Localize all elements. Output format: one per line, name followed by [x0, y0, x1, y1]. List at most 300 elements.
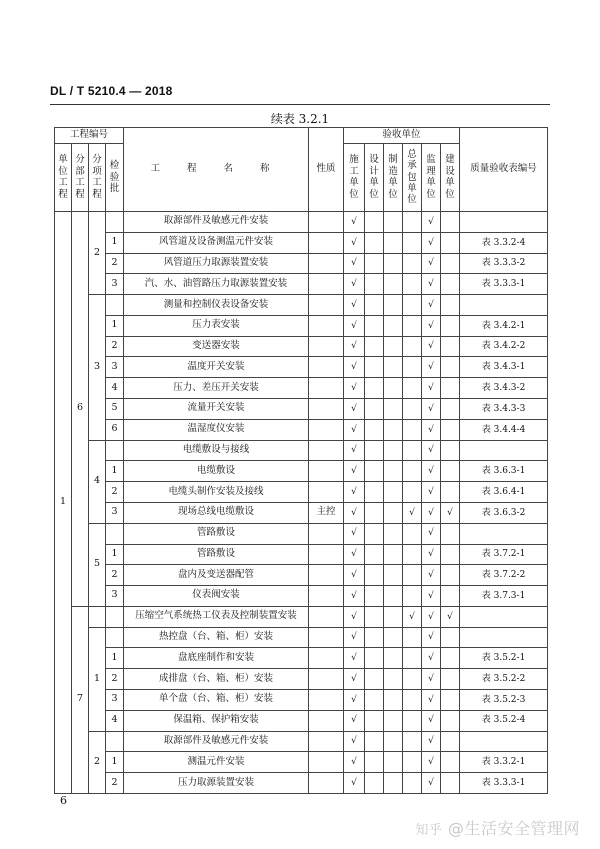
item-project-cell: 5: [89, 523, 106, 606]
check-general-contractor: [403, 274, 422, 295]
check-supervision: √: [422, 627, 441, 648]
form-no-cell: 表 3.7.2-2: [460, 565, 548, 586]
header-inspection-lot: 检验批: [106, 144, 124, 212]
lot-cell: 2: [106, 773, 124, 794]
header-project-name: 工 程 名 称: [124, 128, 309, 212]
form-no-cell: [460, 627, 548, 648]
table-row: [55, 773, 548, 794]
nature-cell: [309, 731, 344, 752]
check-design: [365, 336, 384, 357]
check-design: [365, 586, 384, 607]
project-name-cell: 取源部件及敏感元件安装: [124, 212, 309, 233]
check-manufacturer: [384, 710, 403, 731]
check-general-contractor: [403, 752, 422, 773]
form-no-cell: 表 3.4.3-1: [460, 357, 548, 378]
check-manufacturer: [384, 731, 403, 752]
header-owner-unit: 建设单位: [441, 144, 460, 212]
watermark-text: @生活安全管理网: [447, 819, 580, 838]
zhihu-logo-icon: 知乎: [415, 823, 443, 838]
check-manufacturer: [384, 440, 403, 461]
check-owner: √: [441, 502, 460, 523]
check-construction: √: [344, 586, 365, 607]
check-manufacturer: [384, 773, 403, 794]
check-supervision: √: [422, 773, 441, 794]
check-design: [365, 440, 384, 461]
check-general-contractor: [403, 315, 422, 336]
project-name-cell: 风管道及设备测温元件安装: [124, 232, 309, 253]
check-owner: [441, 731, 460, 752]
lot-cell: 2: [106, 482, 124, 503]
check-manufacturer: [384, 752, 403, 773]
project-name-cell: 变送器安装: [124, 336, 309, 357]
nature-cell: [309, 773, 344, 794]
check-supervision: √: [422, 565, 441, 586]
form-no-cell: [460, 440, 548, 461]
project-name-cell: 管路敷设: [124, 523, 309, 544]
table-row: [55, 565, 548, 586]
nature-cell: [309, 232, 344, 253]
check-design: [365, 731, 384, 752]
project-name-cell: 保温箱、保护箱安装: [124, 710, 309, 731]
check-owner: [441, 710, 460, 731]
lot-cell: [106, 627, 124, 648]
check-construction: √: [344, 752, 365, 773]
check-manufacturer: [384, 315, 403, 336]
check-supervision: √: [422, 378, 441, 399]
table-row: [55, 586, 548, 607]
check-design: [365, 502, 384, 523]
nature-cell: [309, 399, 344, 420]
check-owner: [441, 523, 460, 544]
header-manufacturer-unit: 制造单位: [384, 144, 403, 212]
project-name-cell: 测温元件安装: [124, 752, 309, 773]
table-row: [55, 752, 548, 773]
project-name-cell: 汽、水、油管路压力取源装置安装: [124, 274, 309, 295]
check-general-contractor: [403, 731, 422, 752]
project-name-cell: 管路敷设: [124, 544, 309, 565]
table-row: [55, 544, 548, 565]
lot-cell: 2: [106, 253, 124, 274]
check-owner: [441, 399, 460, 420]
check-general-contractor: [403, 295, 422, 316]
check-owner: [441, 482, 460, 503]
check-construction: √: [344, 440, 365, 461]
check-owner: [441, 253, 460, 274]
sub-project-cell: 7: [72, 606, 89, 793]
project-name-cell: 流量开关安装: [124, 399, 309, 420]
project-name-cell: 仪表阀安装: [124, 586, 309, 607]
check-construction: √: [344, 274, 365, 295]
form-no-cell: 表 3.3.3-1: [460, 274, 548, 295]
project-name-cell: 现场总线电缆敷设: [124, 502, 309, 523]
check-construction: √: [344, 212, 365, 233]
check-owner: [441, 212, 460, 233]
table-row: [55, 502, 548, 523]
table-row: [55, 253, 548, 274]
check-general-contractor: [403, 399, 422, 420]
lot-cell: 6: [106, 419, 124, 440]
check-design: [365, 648, 384, 669]
lot-cell: 3: [106, 274, 124, 295]
check-supervision: √: [422, 212, 441, 233]
table-row: [55, 336, 548, 357]
check-design: [365, 461, 384, 482]
form-no-cell: 表 3.6.4-1: [460, 482, 548, 503]
nature-cell: [309, 315, 344, 336]
project-name-cell: 压力、差压开关安装: [124, 378, 309, 399]
check-construction: √: [344, 731, 365, 752]
check-supervision: √: [422, 606, 441, 627]
check-general-contractor: [403, 212, 422, 233]
check-design: [365, 315, 384, 336]
check-construction: √: [344, 315, 365, 336]
check-owner: [441, 773, 460, 794]
nature-cell: [309, 606, 344, 627]
item-project-cell: 2: [89, 212, 106, 295]
check-owner: [441, 689, 460, 710]
lot-cell: 1: [106, 648, 124, 669]
lot-cell: [106, 295, 124, 316]
table-row: [55, 523, 548, 544]
check-owner: [441, 232, 460, 253]
table-row: [55, 482, 548, 503]
table-row: [55, 315, 548, 336]
project-name-cell: 热控盘（台、箱、柜）安装: [124, 627, 309, 648]
check-owner: [441, 586, 460, 607]
project-name-cell: 电缆敷设与接线: [124, 440, 309, 461]
table-row: [55, 399, 548, 420]
check-design: [365, 606, 384, 627]
table-row: [55, 461, 548, 482]
nature-cell: [309, 752, 344, 773]
check-owner: [441, 544, 460, 565]
nature-cell: [309, 669, 344, 690]
check-supervision: √: [422, 440, 441, 461]
check-general-contractor: [403, 253, 422, 274]
check-design: [365, 627, 384, 648]
check-supervision: √: [422, 232, 441, 253]
header-project-no: 工程编号: [55, 128, 124, 144]
lot-cell: 2: [106, 669, 124, 690]
check-owner: [441, 378, 460, 399]
header-supervision-unit: 监理单位: [422, 144, 441, 212]
check-supervision: √: [422, 419, 441, 440]
header-construction-unit: 施工单位: [344, 144, 365, 212]
check-construction: √: [344, 773, 365, 794]
form-no-cell: 表 3.6.3-2: [460, 502, 548, 523]
header-nature: 性质: [309, 128, 344, 212]
lot-cell: [106, 731, 124, 752]
lot-cell: 4: [106, 710, 124, 731]
check-design: [365, 295, 384, 316]
table-row: [55, 440, 548, 461]
nature-cell: [309, 274, 344, 295]
form-no-cell: 表 3.5.2-2: [460, 669, 548, 690]
check-supervision: √: [422, 523, 441, 544]
check-design: [365, 752, 384, 773]
check-construction: √: [344, 336, 365, 357]
form-no-cell: 表 3.4.3-3: [460, 399, 548, 420]
check-construction: √: [344, 648, 365, 669]
page-number: 6: [60, 794, 67, 807]
check-supervision: √: [422, 544, 441, 565]
project-name-cell: 单个盘（台、箱、柜）安装: [124, 689, 309, 710]
check-construction: √: [344, 565, 365, 586]
lot-cell: 5: [106, 399, 124, 420]
table-row: [55, 419, 548, 440]
form-no-cell: 表 3.5.2-3: [460, 689, 548, 710]
check-supervision: √: [422, 253, 441, 274]
check-general-contractor: [403, 461, 422, 482]
form-no-cell: [460, 295, 548, 316]
check-supervision: √: [422, 710, 441, 731]
table-row: [55, 295, 548, 316]
form-no-cell: 表 3.3.2-4: [460, 232, 548, 253]
item-project-cell: [89, 606, 106, 627]
project-name-cell: 盘底座制作和安装: [124, 648, 309, 669]
project-name-cell: 取源部件及敏感元件安装: [124, 731, 309, 752]
check-supervision: √: [422, 461, 441, 482]
form-no-cell: 表 3.3.3-1: [460, 773, 548, 794]
check-design: [365, 669, 384, 690]
form-no-cell: 表 3.7.2-1: [460, 544, 548, 565]
check-supervision: √: [422, 295, 441, 316]
check-construction: √: [344, 378, 365, 399]
lot-cell: 3: [106, 689, 124, 710]
form-no-cell: [460, 523, 548, 544]
lot-cell: [106, 523, 124, 544]
check-design: [365, 419, 384, 440]
check-owner: √: [441, 606, 460, 627]
check-design: [365, 523, 384, 544]
check-general-contractor: [403, 689, 422, 710]
lot-cell: [106, 440, 124, 461]
item-project-cell: 1: [89, 627, 106, 731]
header-general-contractor: 总承包单位: [403, 144, 422, 212]
lot-cell: 1: [106, 461, 124, 482]
check-general-contractor: [403, 440, 422, 461]
project-name-cell: 温湿度仪安装: [124, 419, 309, 440]
check-design: [365, 212, 384, 233]
check-construction: √: [344, 710, 365, 731]
form-no-cell: [460, 731, 548, 752]
nature-cell: [309, 544, 344, 565]
lot-cell: [106, 212, 124, 233]
check-general-contractor: [403, 232, 422, 253]
header-sub-project: 分部工程: [72, 144, 89, 212]
header-item-project: 分项工程: [89, 144, 106, 212]
form-no-cell: 表 3.5.2-4: [460, 710, 548, 731]
nature-cell: [309, 440, 344, 461]
header-acceptance-units: 验收单位: [344, 128, 460, 144]
check-general-contractor: [403, 648, 422, 669]
check-supervision: √: [422, 315, 441, 336]
check-manufacturer: [384, 544, 403, 565]
check-manufacturer: [384, 212, 403, 233]
nature-cell: [309, 378, 344, 399]
check-supervision: √: [422, 399, 441, 420]
table-row: [55, 357, 548, 378]
header-form-no: 质量验收表编号: [460, 128, 548, 212]
table-title: 续表 3.2.1: [270, 112, 330, 126]
nature-cell: 主控: [309, 502, 344, 523]
check-general-contractor: [403, 627, 422, 648]
check-manufacturer: [384, 295, 403, 316]
form-no-cell: 表 3.5.2-1: [460, 648, 548, 669]
check-manufacturer: [384, 565, 403, 586]
lot-cell: 3: [106, 502, 124, 523]
check-design: [365, 482, 384, 503]
lot-cell: 2: [106, 336, 124, 357]
project-name-cell: 压力表安装: [124, 315, 309, 336]
watermark: [415, 816, 580, 839]
check-supervision: √: [422, 482, 441, 503]
table-row: [55, 710, 548, 731]
check-manufacturer: [384, 482, 403, 503]
nature-cell: [309, 212, 344, 233]
check-construction: √: [344, 295, 365, 316]
table-row: [55, 689, 548, 710]
nature-cell: [309, 419, 344, 440]
check-construction: √: [344, 606, 365, 627]
check-construction: √: [344, 502, 365, 523]
check-design: [365, 773, 384, 794]
unit-project-cell: 1: [55, 212, 72, 794]
project-name-cell: 风管道压力取源装置安装: [124, 253, 309, 274]
project-name-cell: 温度开关安装: [124, 357, 309, 378]
check-general-contractor: [403, 669, 422, 690]
table-row: [55, 627, 548, 648]
check-construction: √: [344, 627, 365, 648]
table-row: [55, 606, 548, 627]
lot-cell: 2: [106, 565, 124, 586]
nature-cell: [309, 523, 344, 544]
form-no-cell: 表 3.4.2-1: [460, 315, 548, 336]
check-design: [365, 274, 384, 295]
nature-cell: [309, 461, 344, 482]
check-design: [365, 232, 384, 253]
check-design: [365, 253, 384, 274]
form-no-cell: 表 3.3.2-1: [460, 752, 548, 773]
header-rule: [50, 104, 550, 105]
check-owner: [441, 295, 460, 316]
project-name-cell: 电缆头制作安装及接线: [124, 482, 309, 503]
check-general-contractor: [403, 336, 422, 357]
check-manufacturer: [384, 502, 403, 523]
check-design: [365, 357, 384, 378]
check-owner: [441, 627, 460, 648]
project-name-cell: 测量和控制仪表设备安装: [124, 295, 309, 316]
nature-cell: [309, 482, 344, 503]
check-manufacturer: [384, 648, 403, 669]
check-supervision: √: [422, 752, 441, 773]
project-name-cell: 电缆敷设: [124, 461, 309, 482]
check-owner: [441, 274, 460, 295]
check-owner: [441, 440, 460, 461]
check-construction: √: [344, 669, 365, 690]
form-no-cell: 表 3.3.3-2: [460, 253, 548, 274]
check-supervision: √: [422, 274, 441, 295]
check-supervision: √: [422, 357, 441, 378]
form-no-cell: 表 3.6.3-1: [460, 461, 548, 482]
header-unit-project: 单位工程: [55, 144, 72, 212]
check-owner: [441, 565, 460, 586]
lot-cell: 3: [106, 357, 124, 378]
check-construction: √: [344, 419, 365, 440]
check-manufacturer: [384, 253, 403, 274]
item-project-cell: 4: [89, 440, 106, 523]
check-construction: √: [344, 544, 365, 565]
check-construction: √: [344, 523, 365, 544]
check-general-contractor: [403, 565, 422, 586]
check-design: [365, 565, 384, 586]
table-row: [55, 731, 548, 752]
check-owner: [441, 648, 460, 669]
check-general-contractor: [403, 378, 422, 399]
check-general-contractor: √: [403, 606, 422, 627]
form-no-cell: 表 3.4.4-4: [460, 419, 548, 440]
lot-cell: 1: [106, 544, 124, 565]
document-code: DL / T 5210.4 — 2018: [50, 84, 173, 98]
item-project-cell: 3: [89, 295, 106, 440]
table-row: [55, 274, 548, 295]
project-name-cell: 成排盘（台、箱、柜）安装: [124, 669, 309, 690]
check-manufacturer: [384, 357, 403, 378]
form-no-cell: [460, 212, 548, 233]
check-manufacturer: [384, 606, 403, 627]
check-manufacturer: [384, 378, 403, 399]
check-design: [365, 544, 384, 565]
check-design: [365, 378, 384, 399]
check-supervision: √: [422, 731, 441, 752]
nature-cell: [309, 253, 344, 274]
check-supervision: √: [422, 648, 441, 669]
nature-cell: [309, 565, 344, 586]
header-design-unit: 设计单位: [365, 144, 384, 212]
nature-cell: [309, 295, 344, 316]
check-construction: √: [344, 232, 365, 253]
form-no-cell: 表 3.7.3-1: [460, 586, 548, 607]
check-manufacturer: [384, 336, 403, 357]
table-row: [55, 212, 548, 233]
check-design: [365, 689, 384, 710]
check-general-contractor: [403, 482, 422, 503]
check-owner: [441, 419, 460, 440]
check-supervision: √: [422, 689, 441, 710]
check-manufacturer: [384, 689, 403, 710]
check-design: [365, 710, 384, 731]
check-general-contractor: [403, 419, 422, 440]
acceptance-table: [54, 127, 548, 794]
nature-cell: [309, 586, 344, 607]
check-manufacturer: [384, 523, 403, 544]
check-manufacturer: [384, 274, 403, 295]
check-construction: √: [344, 399, 365, 420]
check-construction: √: [344, 357, 365, 378]
check-general-contractor: √: [403, 502, 422, 523]
project-name-cell: 压力取源装置安装: [124, 773, 309, 794]
check-construction: √: [344, 253, 365, 274]
check-construction: √: [344, 689, 365, 710]
check-general-contractor: [403, 710, 422, 731]
check-manufacturer: [384, 586, 403, 607]
check-manufacturer: [384, 232, 403, 253]
lot-cell: 1: [106, 232, 124, 253]
lot-cell: 1: [106, 752, 124, 773]
check-general-contractor: [403, 544, 422, 565]
nature-cell: [309, 710, 344, 731]
check-manufacturer: [384, 419, 403, 440]
